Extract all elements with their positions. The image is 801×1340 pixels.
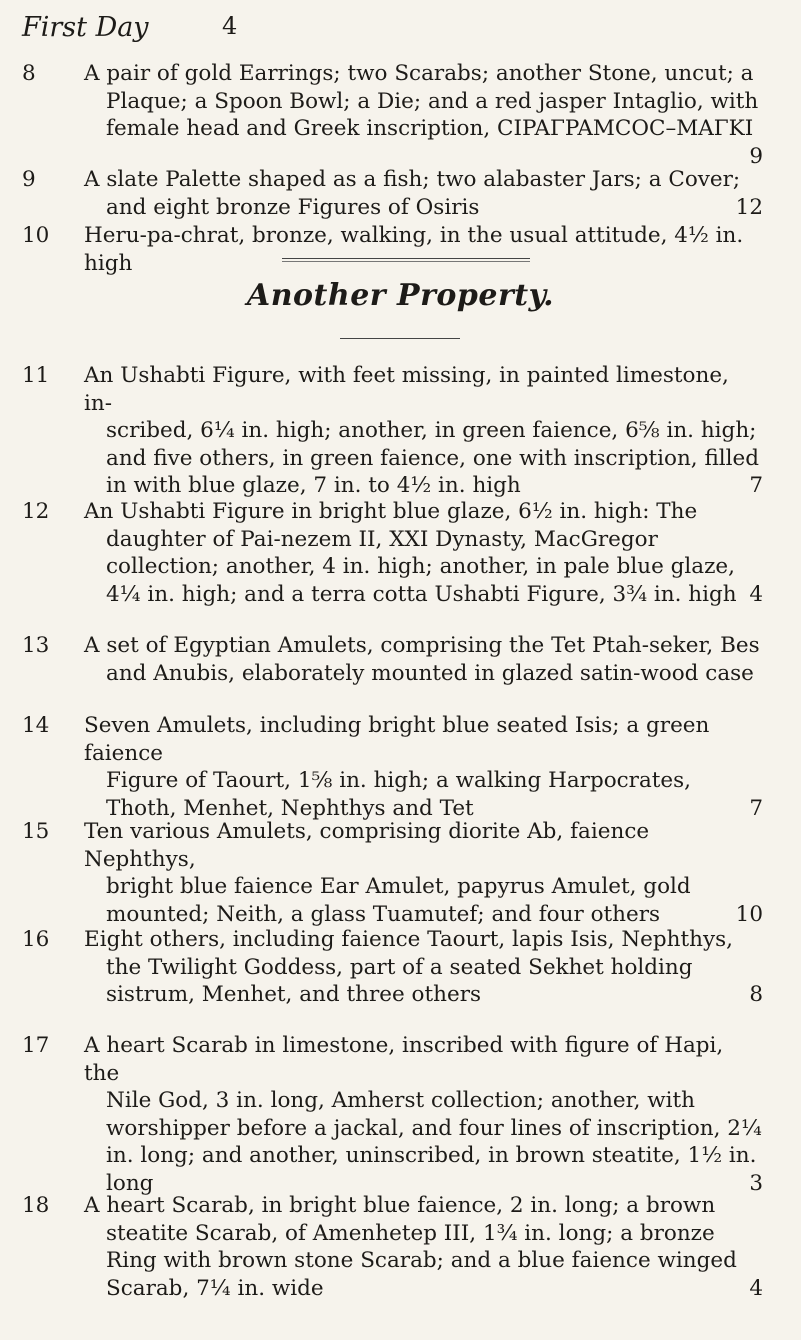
lot-number: 11 — [22, 363, 50, 388]
lot-18 — [22, 1192, 763, 1302]
lot-quantity: 7 — [749, 795, 763, 821]
lot-quantity: 10 — [735, 901, 763, 927]
lot-8 — [22, 60, 763, 170]
lot-number: 13 — [22, 633, 50, 658]
lot-description: A slate Palette shaped as a fish; two alabaster Jars; a Cover; and eight bronze Figures of Osiris 12 — [84, 167, 763, 220]
lot-description: A heart Scarab in limestone, inscribed with figure of Hapi, the Nile God, 3 in. long, Amherst collection; another, with worshipper before a jackal, and four lines of inscription, 2¼ in. long; and another, uninscribed, in brown steatite, 1½ in. long 3 — [84, 1033, 763, 1196]
lot-number: 12 — [22, 499, 50, 524]
lot-description: An Ushabti Figure in bright blue glaze, 6½ in. high: The daughter of Pai-nezem II, XXI Dynasty, MacGregor collection; another, 4 in. high; another, in pale blue glaze, 4¼ in. high; and a terra cotta Ushabti Figure, 3¾ in. high 4 — [84, 499, 763, 607]
section-heading: Another Property. — [246, 278, 555, 313]
lot-9 — [22, 166, 763, 221]
lot-number: 16 — [22, 927, 50, 952]
lot-quantity: 4 — [749, 581, 763, 607]
lot-number: 10 — [22, 223, 50, 248]
lot-number: 8 — [22, 61, 36, 86]
divider-rule — [282, 261, 530, 262]
lot-11 — [22, 362, 763, 500]
lot-12 — [22, 498, 763, 608]
divider-rule — [340, 338, 460, 339]
lot-quantity: 8 — [749, 982, 763, 1007]
page-number: 4 — [222, 12, 238, 40]
lot-description: Heru-pa-chrat, bronze, walking, in the usual attitude, 4½ in. high — [84, 223, 744, 276]
lot-quantity: 4 — [749, 1275, 763, 1301]
running-title: First Day — [22, 12, 149, 43]
lot-13 — [22, 632, 763, 687]
divider-rule — [282, 258, 530, 259]
lot-description: Eight others, including faience Taourt, lapis Isis, Nephthys, the Twilight Goddess, part of a seated Sekhet holding sistrum, Menhet, and three others 8 — [84, 927, 763, 1007]
lot-number: 15 — [22, 819, 50, 844]
lot-quantity: 12 — [735, 194, 763, 220]
lot-10 — [22, 222, 763, 277]
lot-14 — [22, 712, 763, 822]
lot-number: 14 — [22, 713, 50, 738]
lot-description: A pair of gold Earrings; two Scarabs; another Stone, uncut; a Plaque; a Spoon Bowl; a Die; and a red jasper Intaglio, with female head and Greek inscription, CIPAΓPAMCOC–MAΓKI 9 — [84, 61, 763, 169]
lot-17 — [22, 1032, 763, 1197]
lot-description: Seven Amulets, including bright blue seated Isis; a green faience Figure of Taourt, 1⅝ in. high; a walking Harpocrates, Thoth, Menhet, Nephthys and Tet 7 — [84, 713, 763, 821]
lot-number: 18 — [22, 1193, 50, 1218]
lot-number: 17 — [22, 1033, 50, 1058]
lot-16 — [22, 926, 763, 1009]
lot-description: An Ushabti Figure, with feet missing, in painted limestone, in- scribed, 6¼ in. high; another, in green faience, 6⅝ in. high; and five others, in green faience, one with inscription, filled in with blue glaze, 7 in. to 4½ in. high 7 — [84, 363, 763, 498]
lot-quantity: 9 — [749, 143, 763, 169]
lot-description: A set of Egyptian Amulets, comprising the Tet Ptah-seker, Bes and Anubis, elaborately mounted in glazed satin-wood case — [84, 633, 760, 686]
lot-number: 9 — [22, 167, 36, 192]
lot-description: Ten various Amulets, comprising diorite Ab, faience Nephthys, bright blue faience Ear Amulet, papyrus Amulet, gold mounted; Neith, a glass Tuamutef; and four others 10 — [84, 819, 763, 927]
lot-15 — [22, 818, 763, 928]
page-header — [22, 12, 761, 52]
lot-description: A heart Scarab, in bright blue faience, 2 in. long; a brown steatite Scarab, of Amenhetep III, 1¾ in. long; a bronze Ring with brown stone Scarab; and a blue faience winged Scarab, 7¼ in. wide 4 — [84, 1193, 763, 1301]
lot-quantity: 3 — [749, 1170, 763, 1196]
lot-quantity: 7 — [749, 473, 763, 498]
